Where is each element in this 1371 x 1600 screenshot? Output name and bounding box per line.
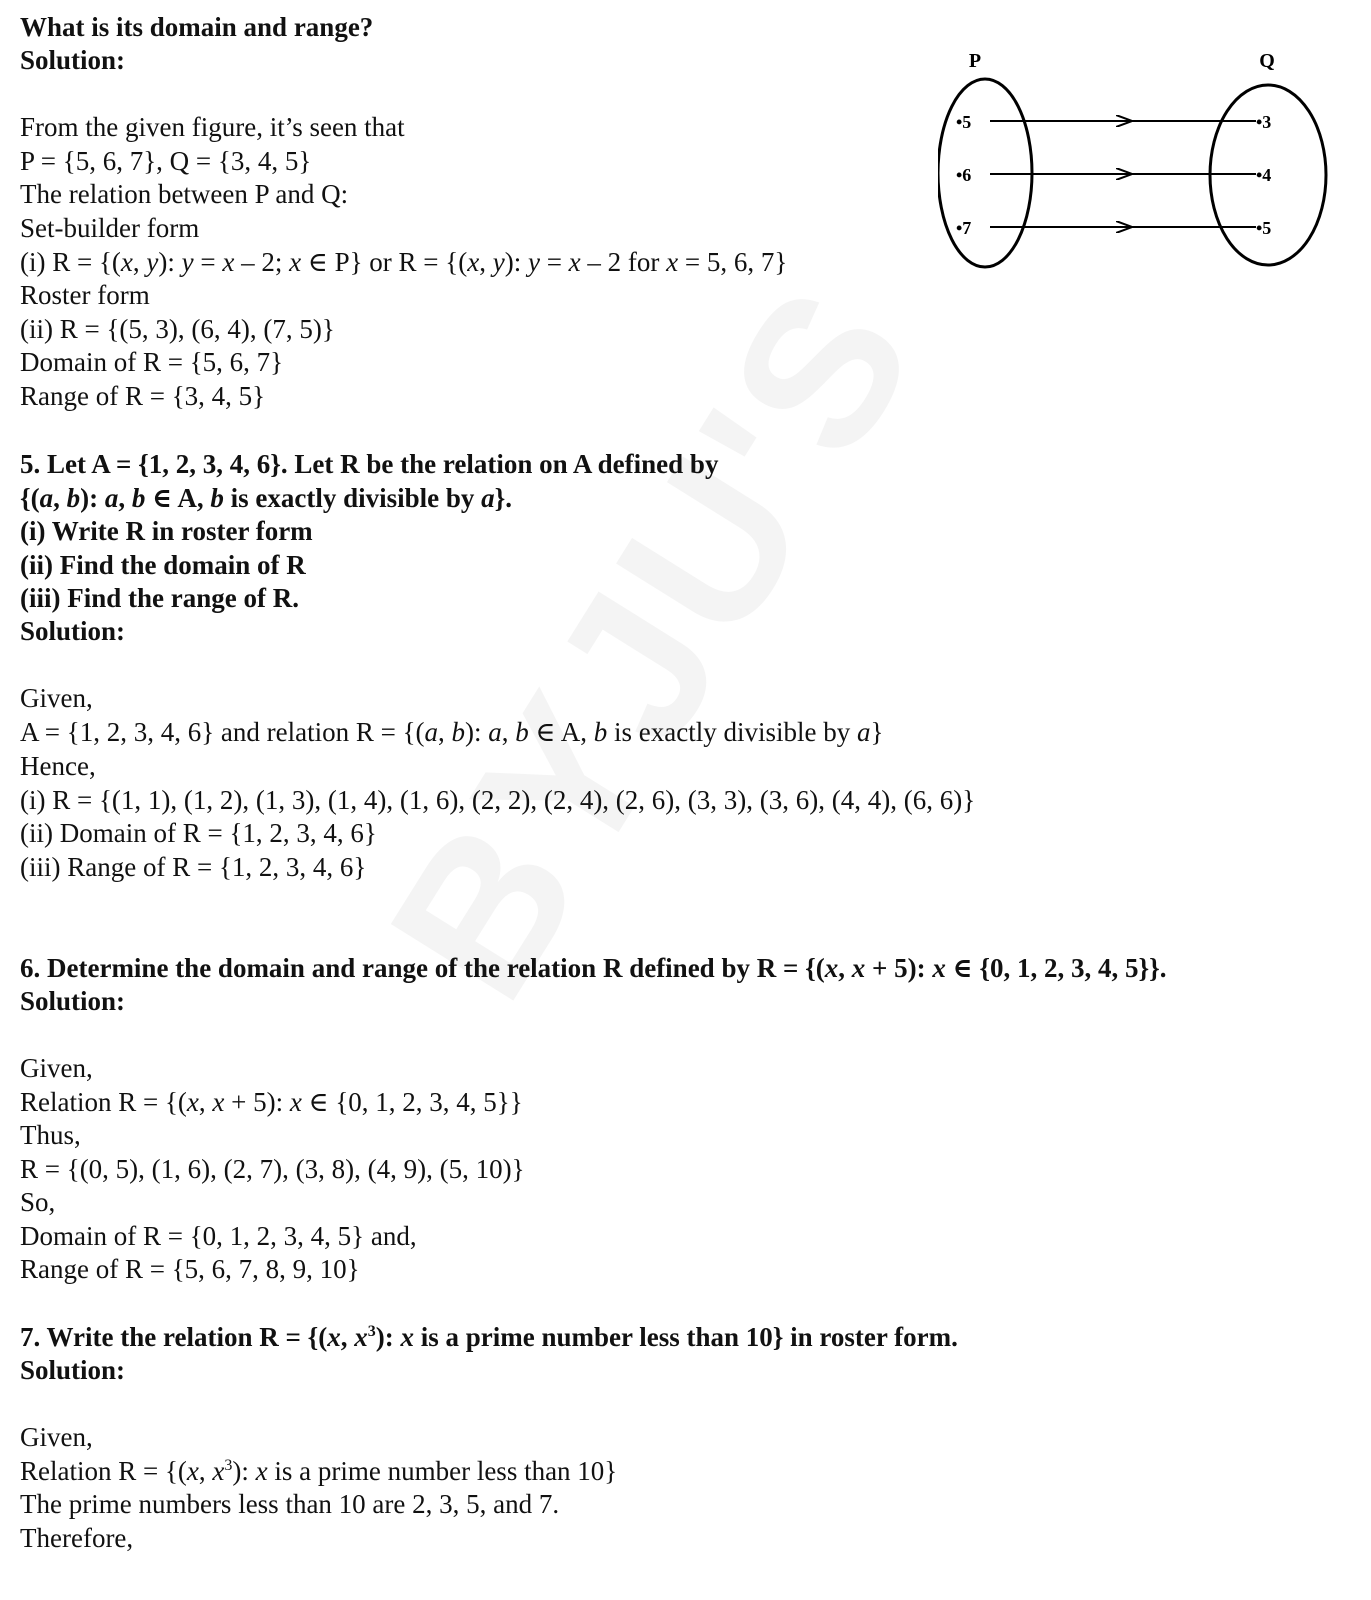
q7-therefore: Therefore, — [20, 1523, 134, 1553]
p-element: •6 — [956, 165, 972, 185]
q6-domain: Domain of R = {0, 1, 2, 3, 4, 5} and, — [20, 1221, 417, 1251]
q4-solution-label: Solution: — [20, 45, 126, 75]
q7-primes: The prime numbers less than 10 are 2, 3, 5, and 7. — [20, 1489, 560, 1519]
q4-question: What is its domain and range? — [20, 12, 374, 42]
relation-arrow-diagram — [938, 40, 1338, 280]
q6-range: Range of R = {5, 6, 7, 8, 9, 10} — [20, 1254, 360, 1284]
q6-given: Given, — [20, 1053, 93, 1083]
q4-setbuilder-label: Set-builder form — [20, 213, 200, 243]
q4-relation-intro: The relation between P and Q: — [20, 179, 349, 209]
q5-question-line3: (i) Write R in roster form — [20, 516, 313, 546]
q5-roster: (i) R = {(1, 1), (1, 2), (1, 3), (1, 4), (1, 6), (2, 2), (2, 4), (2, 6), (3, 3), (3, 6), (4, 4), (6, 6)} — [20, 785, 976, 815]
q6-roster: R = {(0, 5), (1, 6), (2, 7), (3, 8), (4, 9), (5, 10)} — [20, 1154, 525, 1184]
q6-so: So, — [20, 1187, 56, 1217]
q5-given: Given, — [20, 683, 93, 713]
q6-question: 6. Determine the domain and range of the relation R defined by R = {(x, x + 5): x ∈ {0, 1, 2, 3, 4, 5}}. — [20, 953, 1167, 983]
q4-domain: Domain of R = {5, 6, 7} — [20, 347, 284, 377]
q7-given: Given, — [20, 1422, 93, 1452]
q4-sets: P = {5, 6, 7}, Q = {3, 4, 5} — [20, 146, 312, 176]
q-element: •5 — [1256, 218, 1272, 238]
p-element: •7 — [956, 218, 972, 238]
q5-range: (iii) Range of R = {1, 2, 3, 4, 6} — [20, 852, 367, 882]
q5-question-line1: 5. Let A = {1, 2, 3, 4, 6}. Let R be the relation on A defined by — [20, 449, 719, 479]
q-element: •4 — [1256, 165, 1272, 185]
q4-range: Range of R = {3, 4, 5} — [20, 381, 266, 411]
q7-question: 7. Write the relation R = {(x, $x^3$): x is a prime number less than 10} in roster form. — [20, 1322, 958, 1352]
q6-relation: Relation R = {(x, x + 5): x ∈ {0, 1, 2, 3, 4, 5}} — [20, 1087, 523, 1117]
q5-solution-label: Solution: — [20, 616, 126, 646]
q4-roster-label: Roster form — [20, 280, 150, 310]
q-element: •3 — [1256, 112, 1272, 132]
q5-question-line4: (ii) Find the domain of R — [20, 550, 306, 580]
q5-question-line5: (iii) Find the range of R. — [20, 583, 299, 613]
q5-domain: (ii) Domain of R = {1, 2, 3, 4, 6} — [20, 818, 377, 848]
q5-given-line: A = {1, 2, 3, 4, 6} and relation R = {(a, b): a, b ∈ A, b is exactly divisible by a} — [20, 717, 884, 747]
q6-thus: Thus, — [20, 1120, 81, 1150]
q5-question-line2: {(a, b): a, b ∈ A, b is exactly divisible by a}. — [20, 483, 513, 513]
q5-hence: Hence, — [20, 751, 96, 781]
p-element: •5 — [956, 112, 972, 132]
q7-relation: Relation R = {(x, $x^3$): x is a prime number less than 10} — [20, 1456, 618, 1486]
set-p-label: P — [968, 50, 982, 72]
q4-given: From the given figure, it’s seen that — [20, 112, 405, 142]
set-q-label: Q — [1259, 50, 1275, 72]
watermark — [342, 244, 964, 1039]
q7-solution-label: Solution: — [20, 1355, 126, 1385]
q6-solution-label: Solution: — [20, 986, 126, 1016]
q4-setbuilder: (i) R = {(x, y): y = x – 2; x ∈ P} or R = {(x, y): y = x – 2 for x = 5, 6, 7} — [20, 247, 788, 277]
q4-roster: (ii) R = {(5, 3), (6, 4), (7, 5)} — [20, 314, 335, 344]
